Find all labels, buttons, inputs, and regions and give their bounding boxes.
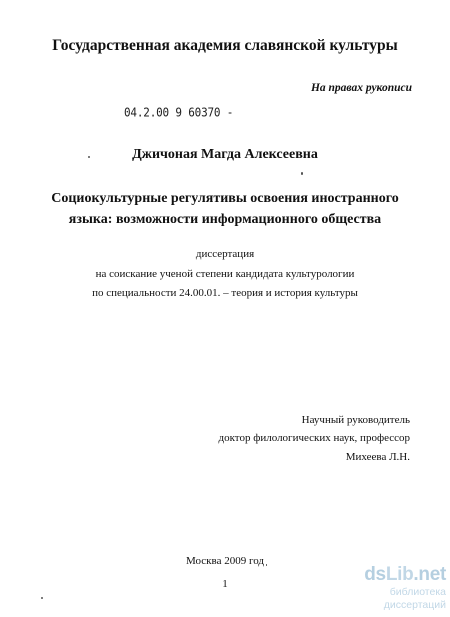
thesis-degree: на соискание ученой степени кандидата культурологии <box>95 268 355 280</box>
rights-note: На правах рукописи <box>310 82 412 94</box>
thesis-specialty: по специальности 24.00.01. – теория и история культуры <box>92 287 358 299</box>
author-name: Джичоная Магда Алексеевна <box>132 147 318 162</box>
supervisor-degree: доктор филологических наук, профессор <box>218 432 410 444</box>
page-number: 1 <box>222 578 228 590</box>
city-year: Москва 2009 год <box>186 555 264 567</box>
scan-speck <box>301 172 303 175</box>
watermark-logo-text: dsLib.net <box>364 564 446 585</box>
watermark-logo <box>328 565 446 612</box>
thesis-title-line-2: языка: возможности информационного общества <box>68 212 382 227</box>
institution-name: Государственная академия славянской культуры <box>52 37 398 54</box>
scan-speck <box>88 156 90 158</box>
scan-speck <box>266 564 267 566</box>
supervisor-name: Михеева Л.Н. <box>345 451 410 463</box>
thesis-title-line-1: Социокультурные регулятивы освоения иностранного <box>51 191 399 206</box>
supervisor-role: Научный руководитель <box>301 414 410 426</box>
scan-speck <box>41 597 43 599</box>
watermark-subtitle: библиотека диссертаций <box>383 586 446 611</box>
thesis-type: диссертация <box>195 248 255 260</box>
registration-stamp: 04.2.00 9 60370 - <box>124 105 234 120</box>
